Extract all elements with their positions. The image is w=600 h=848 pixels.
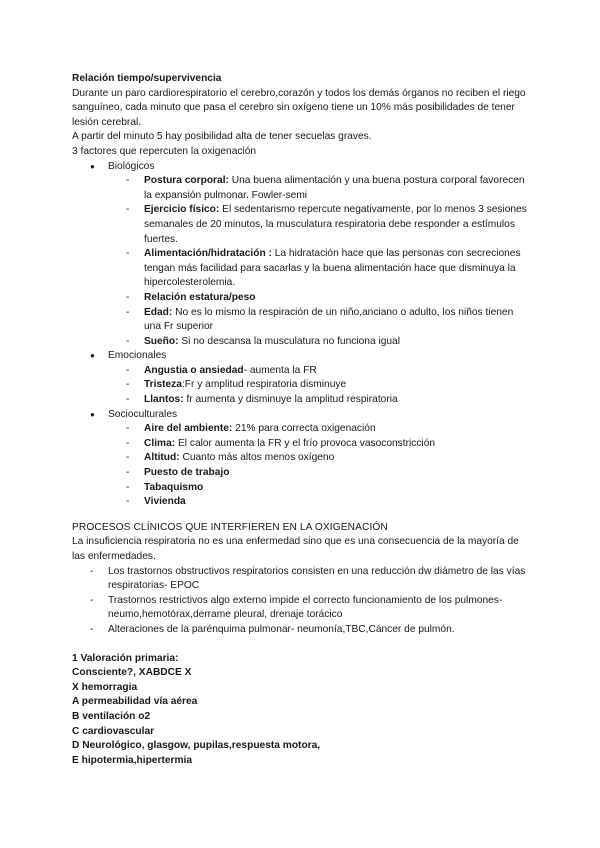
- item-term: Edad:: [144, 306, 173, 318]
- item-term: Alimentación/hidratación :: [144, 248, 272, 260]
- item-text: 21% para correcta oxigenación: [232, 423, 376, 435]
- group-label: Emocionales: [108, 350, 167, 362]
- group-label: Socioculturales: [108, 408, 178, 420]
- item-text: No es lo mismo la respiración de un niño,anciano o adulto, los niños tienen una Fr superior: [144, 306, 514, 333]
- dash-icon: -: [90, 623, 94, 635]
- dash-icon: -: [126, 394, 130, 406]
- item-term: Tristeza: [144, 379, 182, 391]
- dash-icon: -: [126, 291, 130, 303]
- item-text: El calor aumenta la FR y el frío provoca vasoconstricción: [175, 437, 436, 449]
- paragraph-minute5: A partir del minuto 5 hay posibilidad alta de tener secuelas graves.: [72, 131, 372, 143]
- bullet-icon: ●: [90, 409, 95, 419]
- list-item: [108, 335, 532, 350]
- item-text: Una buena alimentación y una buena postura corporal favorecen la expansión pulmonar. Fowler-semi: [144, 175, 525, 201]
- item-term: Tabaquismo: [144, 481, 204, 493]
- item-text: Los trastornos obstructivos respiratorios consisten en una reducción dw diámetro de las vías respiratorias- EPOC: [108, 565, 526, 592]
- list-item: [72, 623, 532, 638]
- factor-group-socioculturales: [72, 408, 532, 510]
- group-label: Biológicos: [108, 160, 155, 172]
- list-item: [108, 437, 532, 452]
- dash-icon: -: [126, 379, 130, 391]
- item-term: Clima:: [144, 437, 176, 449]
- factor-items-list: [108, 364, 532, 408]
- bullet-icon: ●: [90, 351, 95, 361]
- dash-icon: -: [90, 565, 94, 577]
- item-text: :Fr y amplitud respiratoria disminuye: [181, 379, 347, 391]
- dash-icon: -: [126, 423, 130, 435]
- item-term: Vivienda: [144, 496, 186, 508]
- list-item: [108, 378, 532, 393]
- list-item: [108, 466, 532, 481]
- dash-icon: -: [90, 594, 94, 606]
- item-term: Relación estatura/peso: [144, 291, 256, 303]
- list-item: [108, 481, 532, 496]
- assessment-line: 1 Valoración primaria:: [72, 652, 179, 664]
- list-item: [108, 495, 532, 510]
- item-term: Ejercicio físico:: [144, 204, 220, 216]
- item-text: Si no descansa la musculatura no funciona igual: [178, 335, 400, 347]
- dash-icon: -: [126, 306, 130, 318]
- item-text: Cuanto más altos menos oxígeno: [179, 452, 335, 464]
- dash-icon: -: [126, 437, 130, 449]
- dash-icon: -: [126, 335, 130, 347]
- item-text: fr aumenta y disminuye la amplitud respiratoria: [183, 394, 398, 406]
- section-title-clinical-processes: PROCESOS CLÍNICOS QUE INTERFIEREN EN LA OXIGENACIÓN: [72, 521, 388, 533]
- factor-group-biologicos: [72, 160, 532, 350]
- dash-icon: -: [126, 481, 130, 493]
- list-item: [108, 247, 532, 291]
- paragraph-factors: 3 factores que repercuten la oxigenación: [72, 145, 257, 157]
- list-item: [72, 565, 532, 594]
- item-text: - aumenta la FR: [243, 364, 317, 376]
- factor-items-list: [108, 174, 532, 349]
- primary-assessment-block: [72, 652, 532, 769]
- assessment-line: Consciente?, XABDCE X: [72, 667, 192, 679]
- document-content: [72, 72, 532, 768]
- factor-group-emocionales: [72, 349, 532, 407]
- item-text: Alteraciones de la parénquima pulmonar- neumonía,TBC,Cáncer de pulmón.: [108, 623, 455, 635]
- dash-icon: -: [126, 496, 130, 508]
- list-item: [108, 451, 532, 466]
- list-item: [108, 364, 532, 379]
- list-item: [108, 203, 532, 247]
- item-term: Postura corporal:: [144, 175, 229, 187]
- list-item: [108, 393, 532, 408]
- dash-icon: -: [126, 467, 130, 479]
- paragraph-intro: Durante un paro cardiorespiratorio el cerebro,corazón y todos los demás órganos no reciben el riego sanguíneo, cada minuto que pasa el cerebro sin oxígeno tiene un 10% más posibilidades de tener lesión cerebral.: [72, 87, 526, 128]
- assessment-line: E hipotermia,hipertermia: [72, 754, 193, 766]
- list-item: [108, 174, 532, 203]
- clinical-processes-list: [72, 565, 532, 638]
- item-text: La hidratación hace que las personas con secreciones tengan más facilidad para sacarlas y la buena alimentación hace que disminuya la hipercolesterolemia.: [144, 248, 521, 289]
- bullet-icon: ●: [90, 161, 95, 171]
- list-item: [108, 291, 532, 306]
- item-term: Sueño:: [144, 335, 179, 347]
- dash-icon: -: [126, 364, 130, 376]
- assessment-line: X hemorragia: [72, 681, 138, 693]
- list-item: [108, 422, 532, 437]
- dash-icon: -: [126, 248, 130, 260]
- assessment-line: C cardiovascular: [72, 725, 155, 737]
- factor-items-list: [108, 422, 532, 510]
- item-text: Trastornos restrictivos algo externo impide el correcto funcionamiento de los pulmones- neumo,hemotórax,derrame pleural, drenaje torácico: [108, 594, 503, 621]
- factor-groups-list: [72, 160, 532, 510]
- paragraph-respiratory-failure: La insuficiencia respiratoria no es una enfermedad sino que es una consecuencia de la mayoría de las enfermedades.: [72, 536, 519, 562]
- assessment-line: D Neurológico, glasgow, pupilas,respuesta motora,: [72, 740, 321, 752]
- item-term: Llantos:: [144, 394, 184, 406]
- item-text: El sedentarismo repercute negativamente, por lo menos 3 sesiones semanales de 20 minutos, la musculatura respiratoria debe responder a estímulos fuertes.: [144, 204, 527, 245]
- list-item: [72, 594, 532, 623]
- item-term: Puesto de trabajo: [144, 467, 230, 479]
- assessment-line: B ventilación o2: [72, 710, 151, 722]
- item-term: Altitud:: [144, 452, 180, 464]
- item-term: Angustia o ansiedad: [144, 364, 244, 376]
- dash-icon: -: [126, 452, 130, 464]
- section-title-survival: Relación tiempo/supervivencia: [72, 73, 222, 84]
- item-term: Aire del ambiente:: [144, 423, 233, 435]
- list-item: [108, 306, 532, 335]
- dash-icon: -: [126, 204, 130, 216]
- dash-icon: -: [126, 175, 130, 187]
- assessment-line: A permeabilidad vía aérea: [72, 696, 198, 708]
